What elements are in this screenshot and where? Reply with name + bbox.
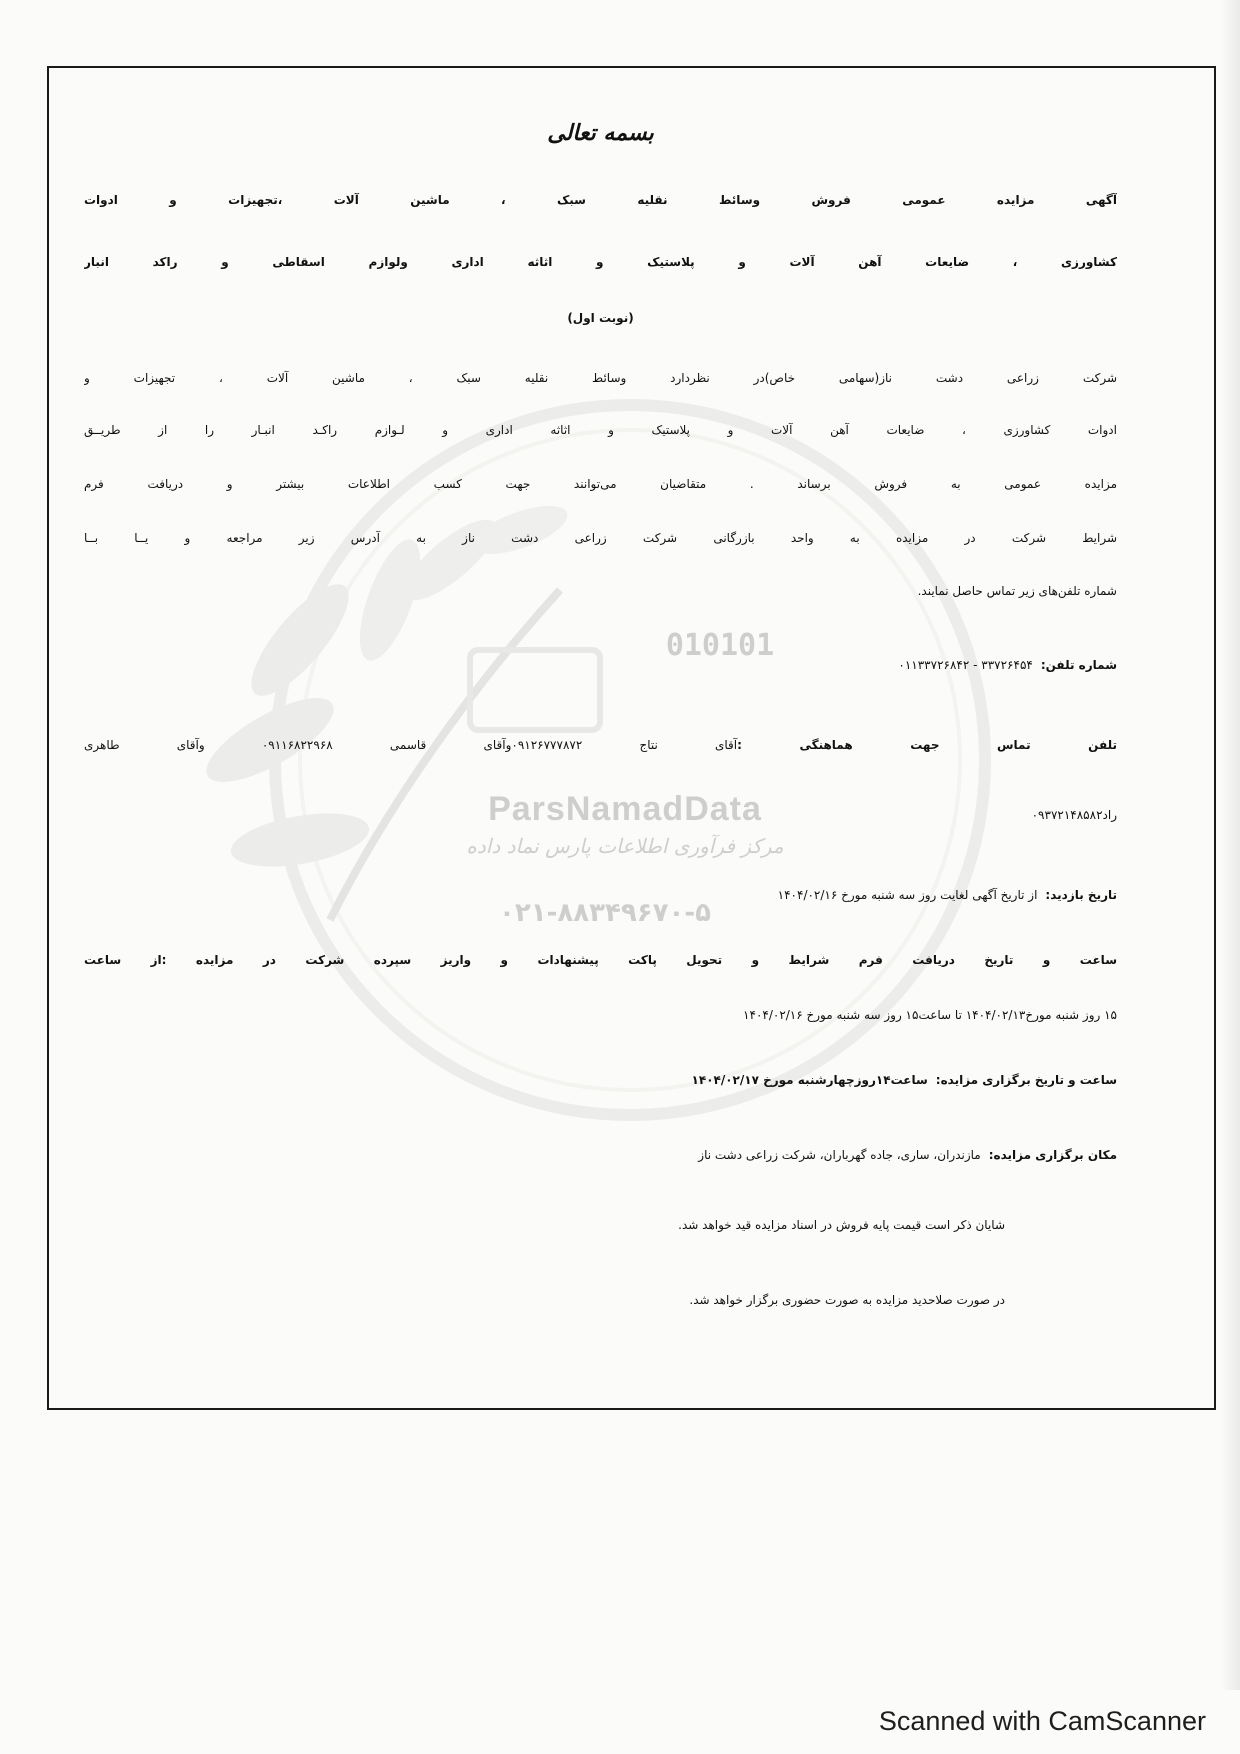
title-round: (نوبت اول) bbox=[567, 311, 634, 325]
note-in-person: در صورت صلاحدید مزایده به صورت حضوری برگزار خواهد شد. bbox=[689, 1293, 1005, 1307]
visit-label: تاریخ بازدید: bbox=[1045, 888, 1117, 902]
auction-time-line bbox=[84, 1055, 1117, 1105]
auction-place-line bbox=[84, 1130, 1117, 1180]
watermark-phone: ۰۲۱-۸۸۳۴۹۶۷۰-۵ bbox=[498, 898, 711, 928]
submission-value: ۱۵ روز شنبه مورخ۱۴۰۴/۰۲/۱۳ تا ساعت۱۵ روز سه شنبه مورخ ۱۴۰۴/۰۲/۱۶ bbox=[743, 1008, 1117, 1022]
scanner-watermark: Scanned with CamScanner bbox=[878, 1706, 1206, 1736]
title-line-1: آگهی مزایده عمومی فروش وسائط نقلیه سبک ، ماشین آلات ،تجهیزات و ادوات bbox=[84, 193, 1117, 207]
intro-line: مزایده عمومی به فروش برساند . متقاضیان می‌توانند جهت کسب اطلاعات بیشتر و دریافت فرم bbox=[84, 477, 1117, 491]
watermark-tagline: مرکز فرآوری اطلاعات پارس نماد داده bbox=[466, 834, 784, 858]
auction-place-label: مکان برگزاری مزایده: bbox=[988, 1148, 1117, 1162]
visit-value: از تاریخ آگهی لغایت روز سه شنبه مورخ ۱۴۰۴/۰۲/۱۶ bbox=[777, 888, 1038, 902]
coordination-value: آقای نتاج ۰۹۱۲۶۷۷۷۸۷۲وآقای قاسمی ۰۹۱۱۶۸۲۲۹۶۸ وآقای طاهری bbox=[84, 738, 738, 752]
coordination-continuation: راد۰۹۳۷۲۱۴۸۵۸۲ bbox=[1031, 808, 1117, 822]
phone-line bbox=[84, 640, 1117, 690]
intro-line: شرایط شرکت در مزایده به واحد بازرگانی شرکت زراعی دشت ناز به آدرس زیر مراجعه و یــا بــا bbox=[84, 531, 1117, 545]
coordination-label: تلفن تماس جهت هماهنگی : bbox=[737, 738, 1117, 752]
auction-time-label: ساعت و تاریخ برگزاری مزایده: bbox=[935, 1073, 1117, 1087]
basmala: بسمه تعالی bbox=[547, 121, 654, 146]
intro-line: شماره تلفن‌های زیر تماس حاصل نمایند. bbox=[917, 584, 1117, 598]
auction-place-value: مازندران، ساری، جاده گهرباران، شرکت زراعی دشت ناز bbox=[698, 1148, 981, 1162]
watermark-digits: 010101 bbox=[665, 628, 775, 663]
phone-value: ۳۳۷۲۶۴۵۴ - ۰۱۱۳۳۷۲۶۸۴۲ bbox=[898, 658, 1033, 672]
phone-label: شماره تلفن: bbox=[1040, 658, 1117, 672]
intro-line: ادوات کشاورزی ، ضایعات آهن آلات و پلاستیک و اثاثه اداری و لـوازم راکـد انبـار را از طریــق bbox=[84, 423, 1117, 437]
coordination-line bbox=[84, 720, 1117, 770]
title-line-2: کشاورزی ، ضایعات آهن آلات و پلاستیک و اثاثه اداری ولوازم اسقاطی و راکد انبار bbox=[84, 255, 1117, 269]
watermark-brand: ParsNamadData bbox=[488, 790, 762, 828]
visit-line bbox=[84, 870, 1117, 920]
intro-line: شرکت زراعی دشت ناز(سهامی خاص)در نظردارد وسائط نقلیه سبک ، ماشین آلات ، تجهیزات و bbox=[84, 371, 1117, 385]
note-base-price: شایان ذکر است قیمت پایه فروش در اسناد مزایده قید خواهد شد. bbox=[678, 1218, 1005, 1232]
auction-time-value: ساعت۱۴روزچهارشنبه مورخ ۱۴۰۴/۰۲/۱۷ bbox=[691, 1073, 928, 1087]
submission-label: ساعت و تاریخ دریافت فرم شرایط و تحویل پاکت پیشنهادات و واریز سپرده شرکت در مزایده :از ساعت bbox=[84, 953, 1117, 967]
